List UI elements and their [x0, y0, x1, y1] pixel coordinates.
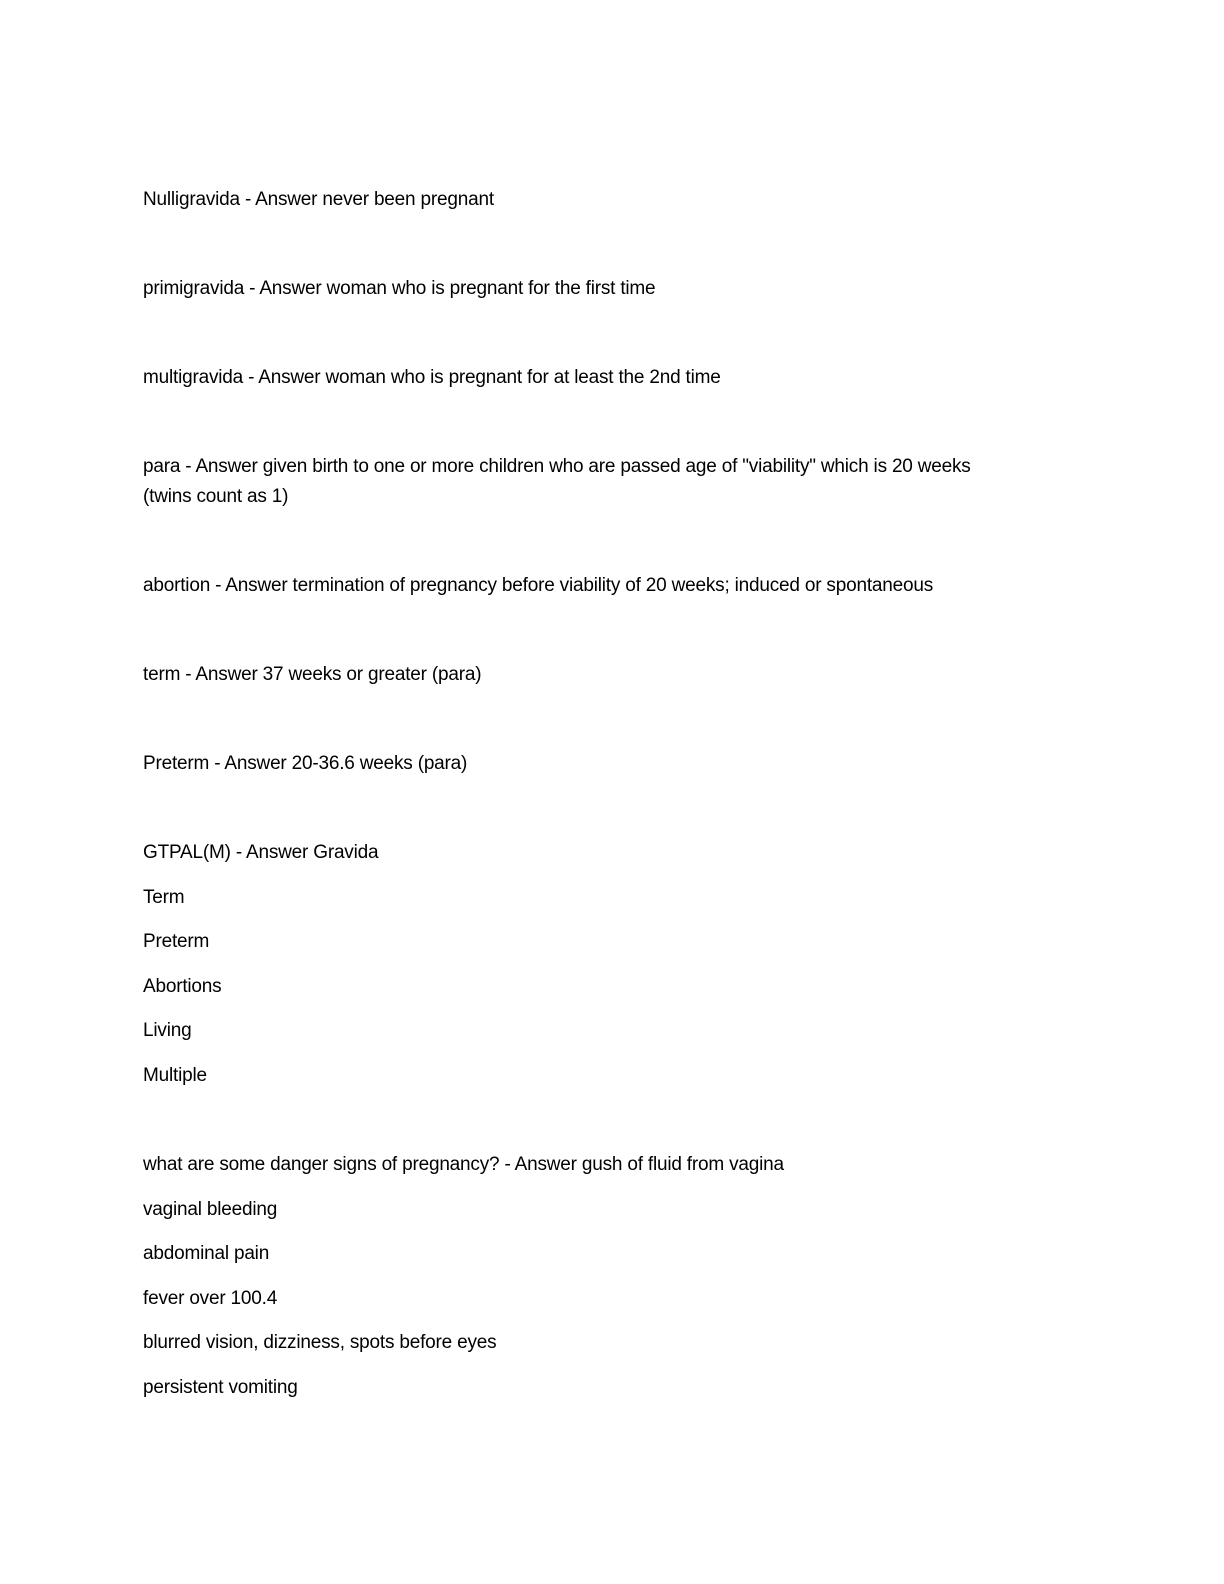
nulligravida-definition: Nulligravida - Answer never been pregnant: [143, 189, 494, 210]
primigravida-definition: primigravida - Answer woman who is pregnant for the first time: [143, 278, 656, 299]
para-definition: para - Answer given birth to one or more children who are passed age of "viability" which is 20 weeks: [143, 456, 971, 477]
gtpal-multiple: Multiple: [143, 1065, 207, 1086]
danger-sign-vaginal-bleeding: vaginal bleeding: [143, 1199, 278, 1220]
term-definition: term - Answer 37 weeks or greater (para): [143, 664, 482, 685]
gtpal-term: Term: [143, 887, 185, 908]
gtpal-preterm: Preterm: [143, 931, 210, 952]
gtpal-definition: GTPAL(M) - Answer Gravida: [143, 842, 379, 863]
gtpal-living: Living: [143, 1020, 192, 1041]
gtpal-abortions: Abortions: [143, 976, 222, 997]
danger-signs-question: what are some danger signs of pregnancy? - Answer gush of fluid from vagina: [143, 1154, 784, 1175]
para-definition-continued: (twins count as 1): [143, 486, 289, 507]
abortion-definition: abortion - Answer termination of pregnancy before viability of 20 weeks; induced or spontaneous: [143, 575, 934, 596]
multigravida-definition: multigravida - Answer woman who is pregnant for at least the 2nd time: [143, 367, 721, 388]
danger-sign-fever: fever over 100.4: [143, 1288, 278, 1309]
danger-sign-vomiting: persistent vomiting: [143, 1377, 298, 1398]
preterm-definition: Preterm - Answer 20-36.6 weeks (para): [143, 753, 468, 774]
danger-sign-abdominal-pain: abdominal pain: [143, 1243, 270, 1264]
danger-sign-vision: blurred vision, dizziness, spots before eyes: [143, 1332, 497, 1353]
